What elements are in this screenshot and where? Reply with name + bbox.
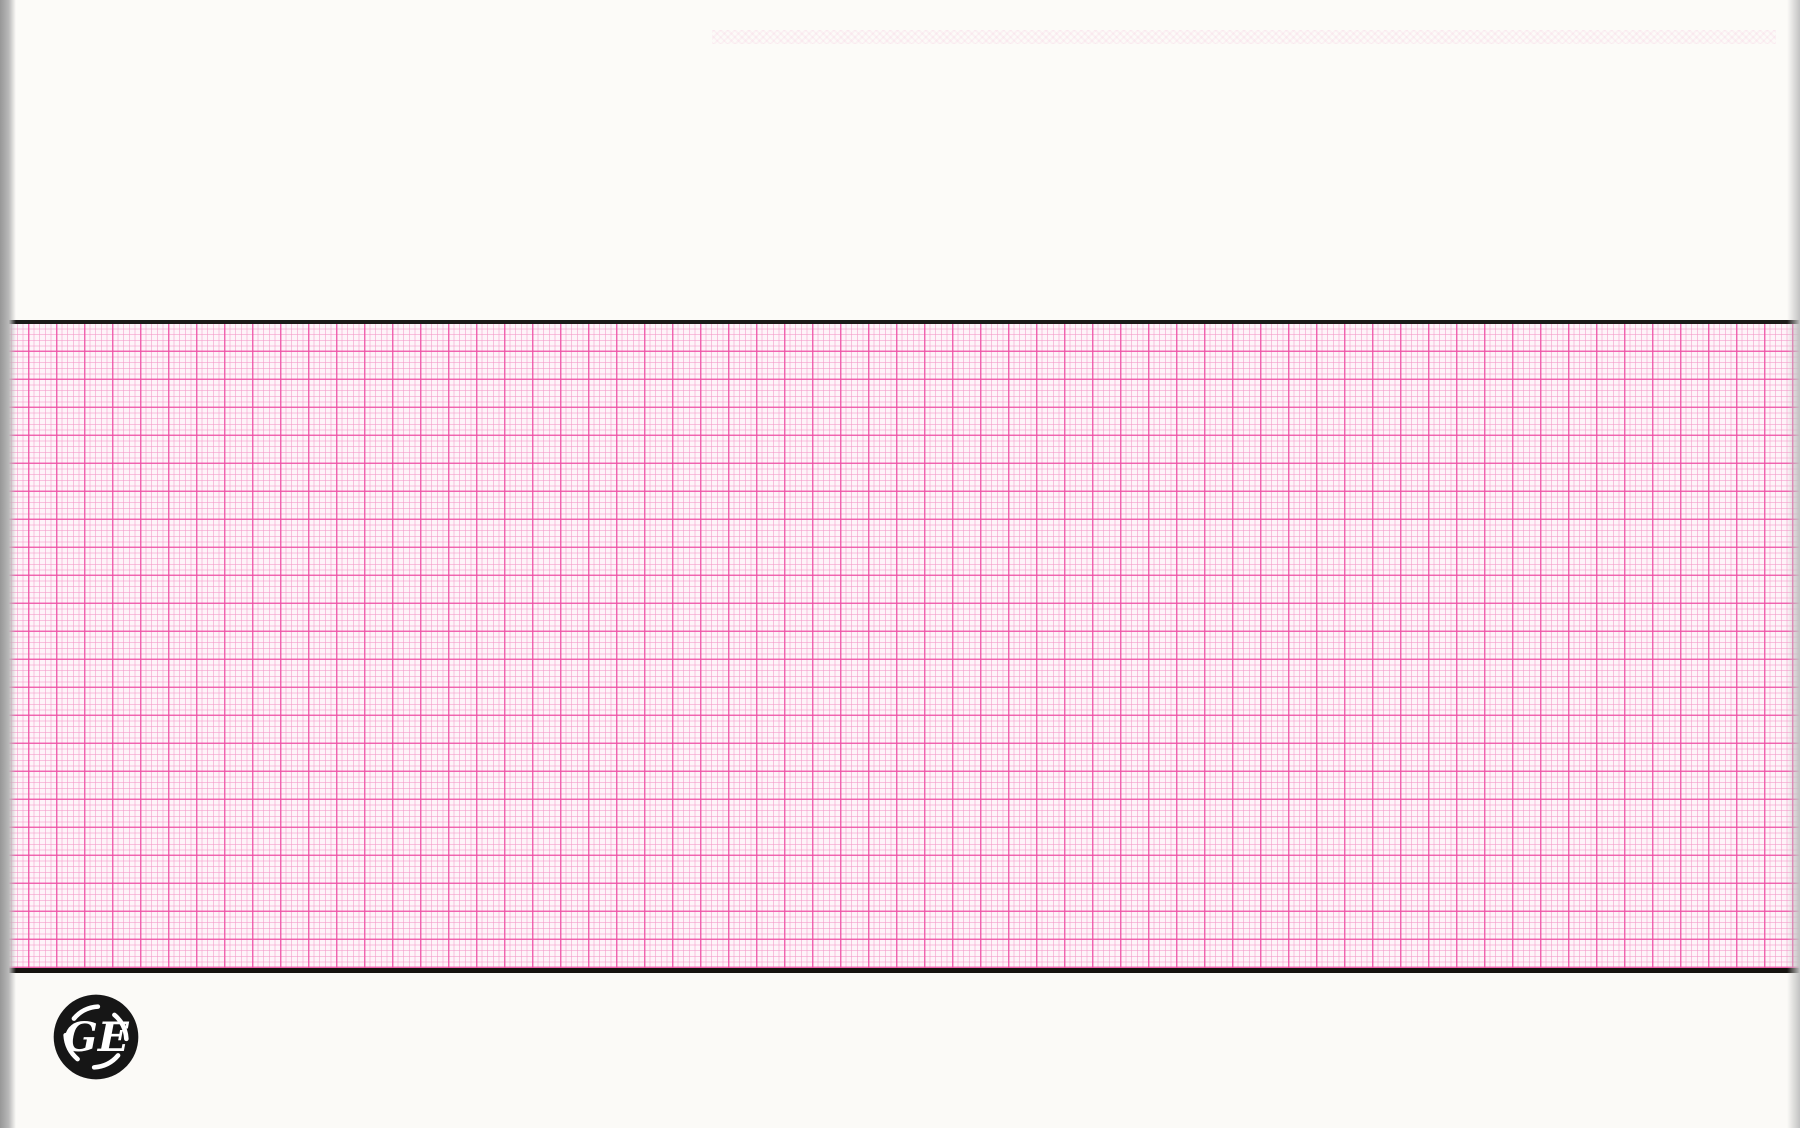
scan-edge-right xyxy=(1787,0,1800,1128)
ge-logo-icon xyxy=(50,991,142,1083)
footer xyxy=(0,973,1800,1128)
scan-edge-left xyxy=(0,0,16,1128)
interpretation-text xyxy=(712,30,1776,44)
svg-text:GE: GE xyxy=(63,1012,129,1061)
ecg-trace-svg xyxy=(0,324,1800,968)
ecg-strip xyxy=(0,324,1800,968)
header xyxy=(0,0,1800,322)
